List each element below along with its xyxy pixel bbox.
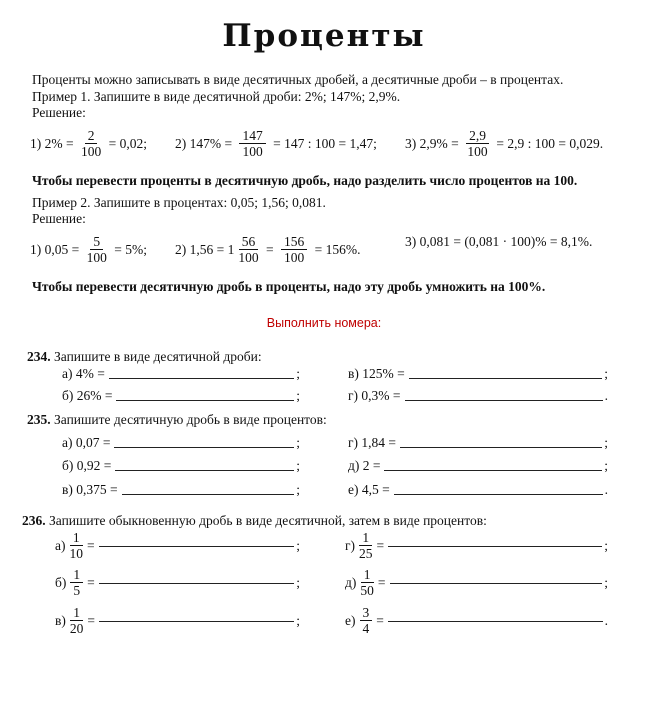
fraction [70,605,84,636]
fraction [466,128,489,159]
denominator: 100 [80,144,102,159]
item-label: д) 2 = [348,458,381,473]
answer-blank[interactable] [122,493,295,495]
numerator: 1 [70,567,83,583]
numerator: 2,9 [466,128,489,144]
denominator: 25 [359,546,373,561]
item-end: ; [296,435,300,450]
formula-text: 3) 2,9% = [405,135,463,151]
equals-sign: = [87,537,95,553]
item-label: б) 0,92 = [62,458,112,473]
answer-blank[interactable] [114,446,294,448]
example1-solution-label: Решение: [32,105,86,120]
answer-blank[interactable] [99,620,294,622]
denominator: 100 [242,144,263,159]
denominator: 20 [69,621,84,636]
answer-blank[interactable] [99,545,295,547]
exercise-234-item [348,388,608,404]
equals-sign: = [377,574,386,590]
fraction [281,234,307,265]
numerator: 147 [239,128,265,144]
answer-blank[interactable] [388,545,602,547]
fraction [87,234,107,265]
answer-blank[interactable] [99,582,294,584]
denominator: 50 [360,583,374,598]
example1-task: Пример 1. Запишите в виде десятичной дроби: 2%; 147%; 2,9%. [32,89,401,104]
item-label: в) 125% = [348,366,405,381]
formula-3 [405,128,603,159]
formula-text: 3) 0,081 = (0,081 · 100)% = 8,1%. [405,234,593,249]
fraction [359,530,373,561]
item-end: ; [604,537,608,553]
item-label: д) [345,574,357,590]
item-end: ; [604,574,608,590]
answer-blank[interactable] [405,399,603,401]
answer-blank[interactable] [400,446,602,448]
equals-sign: = [376,537,385,553]
item-label: в) [55,612,66,628]
item-label: б) [55,574,67,590]
exercise-234-item [62,388,300,404]
exercise-236-heading: 236. Запишите обыкновенную дробь в виде десятичной, затем в виде процентов: [22,513,487,528]
fraction [239,128,265,159]
page-title: Проценты [222,18,426,54]
exercise-236-item [55,605,300,636]
formula-text: 1) 0,05 = [30,241,83,257]
item-end: . [604,482,608,497]
exercise-235-item [348,482,608,498]
numerator: 3 [360,605,373,621]
item-end: . [604,388,608,403]
denominator: 100 [283,250,305,265]
item-end: ; [604,435,608,450]
item-end: ; [604,458,608,473]
answer-blank[interactable] [409,377,603,379]
numerator: 1 [361,567,374,583]
exercise-235-item [62,435,300,451]
numerator: 156 [281,234,307,250]
item-end: . [604,612,608,628]
formula-text: = 147 : 100 = 1,47; [269,135,377,151]
numerator: 56 [239,234,259,250]
formula-text: 1) 2% = [30,135,77,151]
denominator: 100 [238,250,259,265]
item-label: г) 0,3% = [348,388,401,403]
item-end: ; [296,574,300,590]
formula-text: = 2,9 : 100 = 0,029. [492,135,604,151]
exercise-236-item [345,530,608,561]
item-end: ; [604,366,608,381]
intro-text: Проценты можно записывать в виде десятичных дробей, а десятичные дроби – в процентах. [32,72,564,87]
item-label: г) [345,537,356,553]
equals-sign: = [87,574,95,590]
exercise-236-item [55,530,300,561]
answer-blank[interactable] [388,620,603,622]
answer-blank[interactable] [109,377,294,379]
exercise-234-item [62,366,300,382]
exercise-235-item [62,458,300,474]
item-label: а) [55,537,66,553]
formula-2 [175,234,360,265]
answer-blank[interactable] [116,399,294,401]
example2-task: Пример 2. Запишите в процентах: 0,05; 1,56; 0,081. [32,195,326,210]
denominator: 5 [73,583,81,598]
assignment-label: Выполнить номера: [266,316,382,330]
item-end: ; [296,458,300,473]
denominator: 100 [467,144,488,159]
fraction [70,567,83,598]
numerator: 2 [85,128,98,144]
item-label: г) 1,84 = [348,435,397,450]
item-end: ; [296,537,300,553]
fraction [360,567,374,598]
item-label: а) 4% = [62,366,105,381]
item-label: в) 0,375 = [62,482,118,497]
exercise-235-item [62,482,300,498]
answer-blank[interactable] [115,469,294,471]
formula-text: = 5%; [110,241,147,257]
formula-text: = 156%. [311,241,361,257]
fraction [238,234,258,265]
item-label: е) [345,612,356,628]
formula-text: 2) 1,56 = 1 [175,241,235,257]
numerator: 1 [70,530,83,546]
formula-text: = 0,02; [105,135,147,151]
fraction [81,128,101,159]
denominator: 4 [362,621,370,636]
numerator: 1 [359,530,372,546]
item-end: ; [296,366,300,381]
exercise-235-item [348,458,608,474]
exercise-236-item [345,567,608,598]
exercise-234-item [348,366,608,382]
formula-1 [30,234,147,265]
answer-blank[interactable] [394,493,603,495]
exercise-235-item [348,435,608,451]
example2-solution-label: Решение: [32,211,86,226]
item-end: ; [296,482,300,497]
item-end: ; [296,612,300,628]
formula-text: = [262,241,277,257]
denominator: 10 [69,546,83,561]
exercise-236-item [345,605,608,636]
exercise-235-heading: 235. Запишите десятичную дробь в виде процентов: [27,412,327,427]
item-end: ; [296,388,300,403]
item-label: а) 0,07 = [62,435,111,450]
exercise-236-item [55,567,300,598]
answer-blank[interactable] [384,469,602,471]
example1-rule: Чтобы перевести проценты в десятичную дробь, надо разделить число процентов на 100. [32,173,578,188]
numerator: 1 [70,605,83,621]
fraction [360,605,373,636]
formula-2 [175,128,377,159]
equals-sign: = [87,612,95,628]
numerator: 5 [90,234,103,250]
example2-rule: Чтобы перевести десятичную дробь в проценты, надо эту дробь умножить на 100%. [32,279,546,294]
answer-blank[interactable] [390,582,603,584]
formula-3 [405,234,592,250]
equals-sign: = [376,612,384,628]
exercise-234-heading: 234. Запишите в виде десятичной дроби: [27,349,262,364]
item-label: е) 4,5 = [348,482,390,497]
fraction [70,530,84,561]
formula-text: 2) 147% = [175,135,236,151]
denominator: 100 [86,250,107,265]
item-label: б) 26% = [62,388,113,403]
formula-1 [30,128,147,159]
